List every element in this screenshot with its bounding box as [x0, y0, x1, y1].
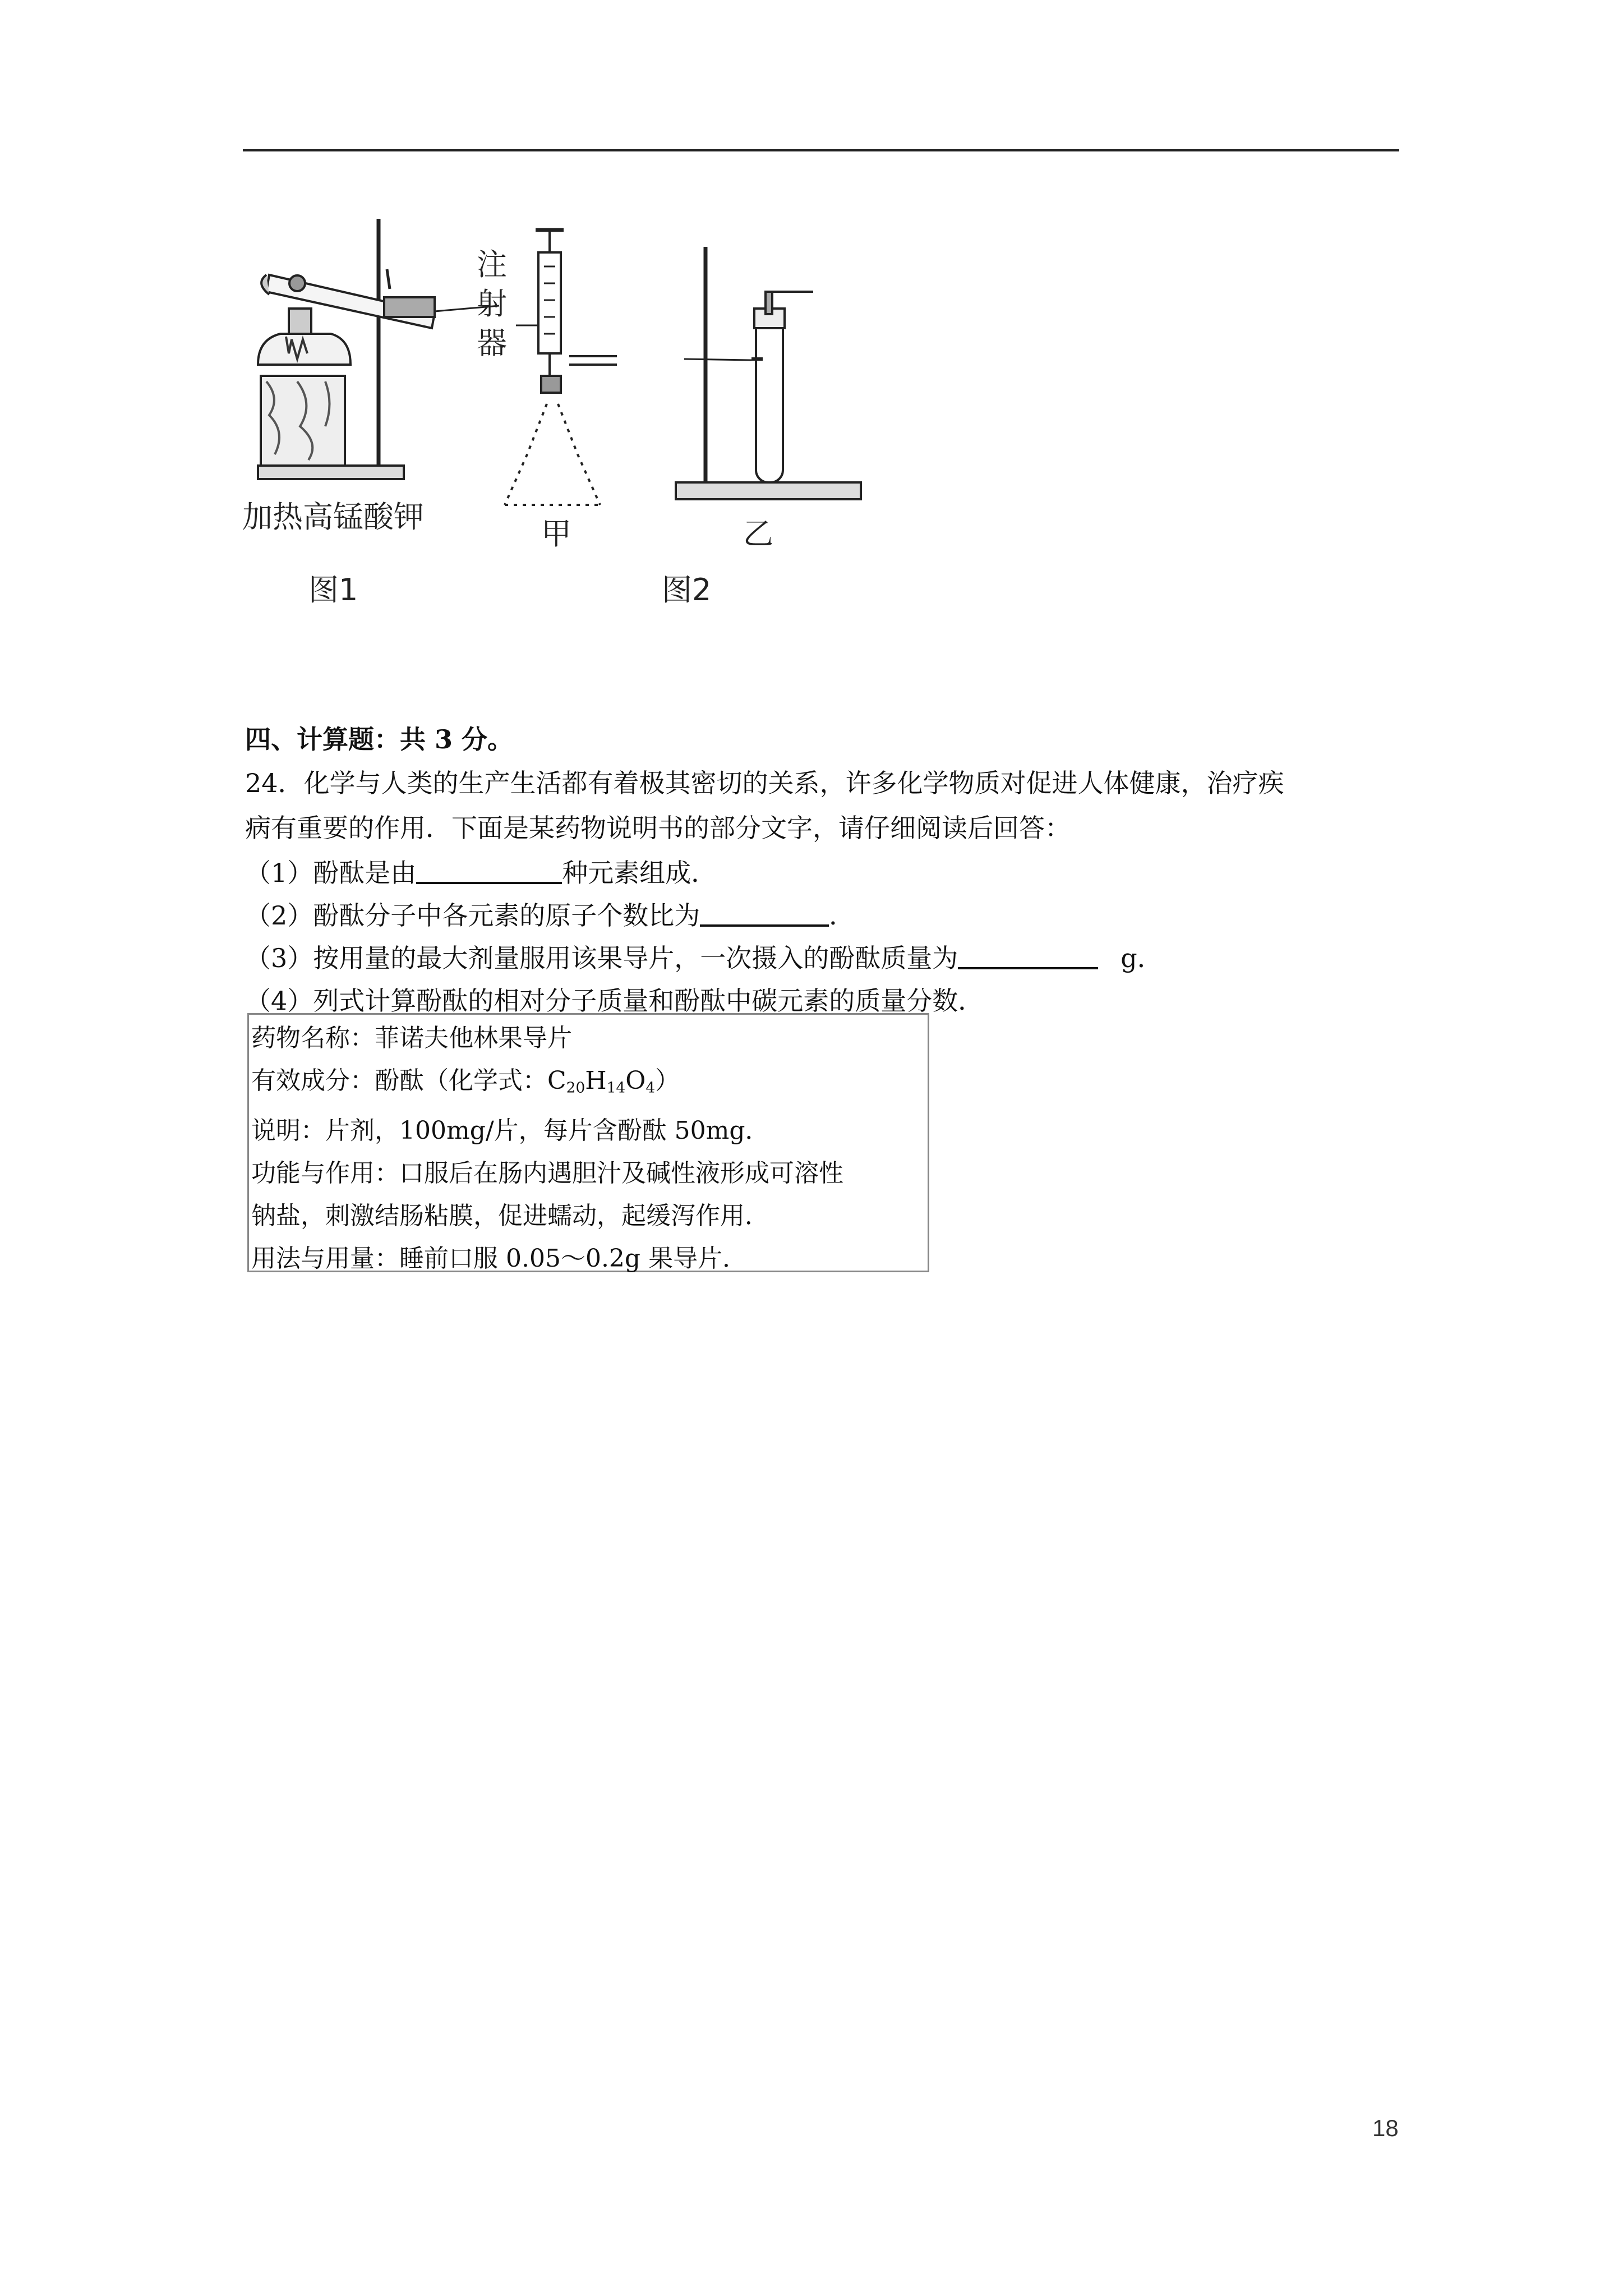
apparatus-figures — [236, 213, 886, 639]
q1-answer-blank[interactable] — [416, 857, 562, 884]
header-rule — [243, 149, 1399, 151]
oxygen-symbol: O — [625, 1066, 646, 1095]
q3-prefix: （3）按用量的最大剂量服用该果导片，一次摄入的酚酞质量为 — [245, 943, 958, 973]
q3-answer-blank[interactable] — [958, 942, 1098, 969]
yi-label: 乙 — [743, 516, 773, 551]
medicine-ingredient — [251, 1060, 925, 1110]
ingredient-suffix: ） — [655, 1066, 680, 1095]
syringe-apparatus — [505, 230, 617, 505]
medicine-usage: 用法与用量：睡前口服 0.05～0.2g 果导片． — [251, 1244, 748, 1273]
q3-unit: g． — [1121, 943, 1163, 973]
medicine-function-line2: 钠盐，刺激结肠粘膜，促进蠕动，起缓泻作用． — [251, 1201, 769, 1230]
q2-prefix: （2）酚酞分子中各元素的原子个数比为 — [245, 900, 700, 931]
hydrogen-symbol: H — [585, 1066, 607, 1095]
question-intro-line2: 病有重要的作用．下面是某药物说明书的部分文字，请仔细阅读后回答： — [245, 813, 1071, 843]
q1-prefix: （1）酚酞是由 — [245, 858, 417, 888]
fig1-label: 图1 — [308, 572, 358, 608]
question-3 — [245, 938, 1163, 975]
syringe-label-2: 射 — [477, 286, 507, 321]
question-2 — [245, 895, 855, 932]
medicine-function-line1: 功能与作用：口服后在肠内遇胆汁及碱性液形成可溶性 — [251, 1158, 843, 1188]
apparatus-drawing — [236, 213, 886, 639]
hydrogen-subscript: 14 — [606, 1079, 626, 1097]
jia-label: 甲 — [541, 516, 571, 551]
medicine-name: 药物名称：菲诺夫他林果导片 — [251, 1024, 572, 1052]
fig2-label: 图2 — [662, 572, 712, 608]
carbon-subscript: 20 — [566, 1079, 585, 1097]
ingredient-prefix: 有效成分：酚酞（化学式：C — [251, 1066, 566, 1095]
section-title: 四、计算题：共 3 分。 — [245, 724, 514, 754]
fig1-apparatus — [258, 219, 499, 479]
syringe-label-3: 器 — [477, 325, 507, 361]
q1-suffix: 种元素组成． — [562, 858, 717, 888]
oxygen-subscript: 4 — [645, 1079, 656, 1097]
q2-suffix: ． — [829, 900, 855, 931]
fig1-caption: 加热高锰酸钾 — [242, 499, 424, 535]
page-number: 18 — [1372, 2115, 1399, 2141]
question-4: （4）列式计算酚酞的相对分子质量和酚酞中碳元素的质量分数． — [245, 986, 984, 1016]
q2-answer-blank[interactable] — [700, 900, 829, 927]
syringe-label-1: 注 — [477, 247, 507, 282]
question-1 — [245, 853, 717, 890]
medicine-info-box — [247, 1013, 929, 1272]
question-intro-line1: 24．化学与人类的生产生活都有着极其密切的关系，许多化学物质对促进人体健康，治疗疾 — [245, 768, 1284, 798]
test-tube-apparatus — [676, 247, 861, 499]
medicine-description: 说明：片剂，100mg/片，每片含酚酞 50mg． — [251, 1116, 770, 1145]
